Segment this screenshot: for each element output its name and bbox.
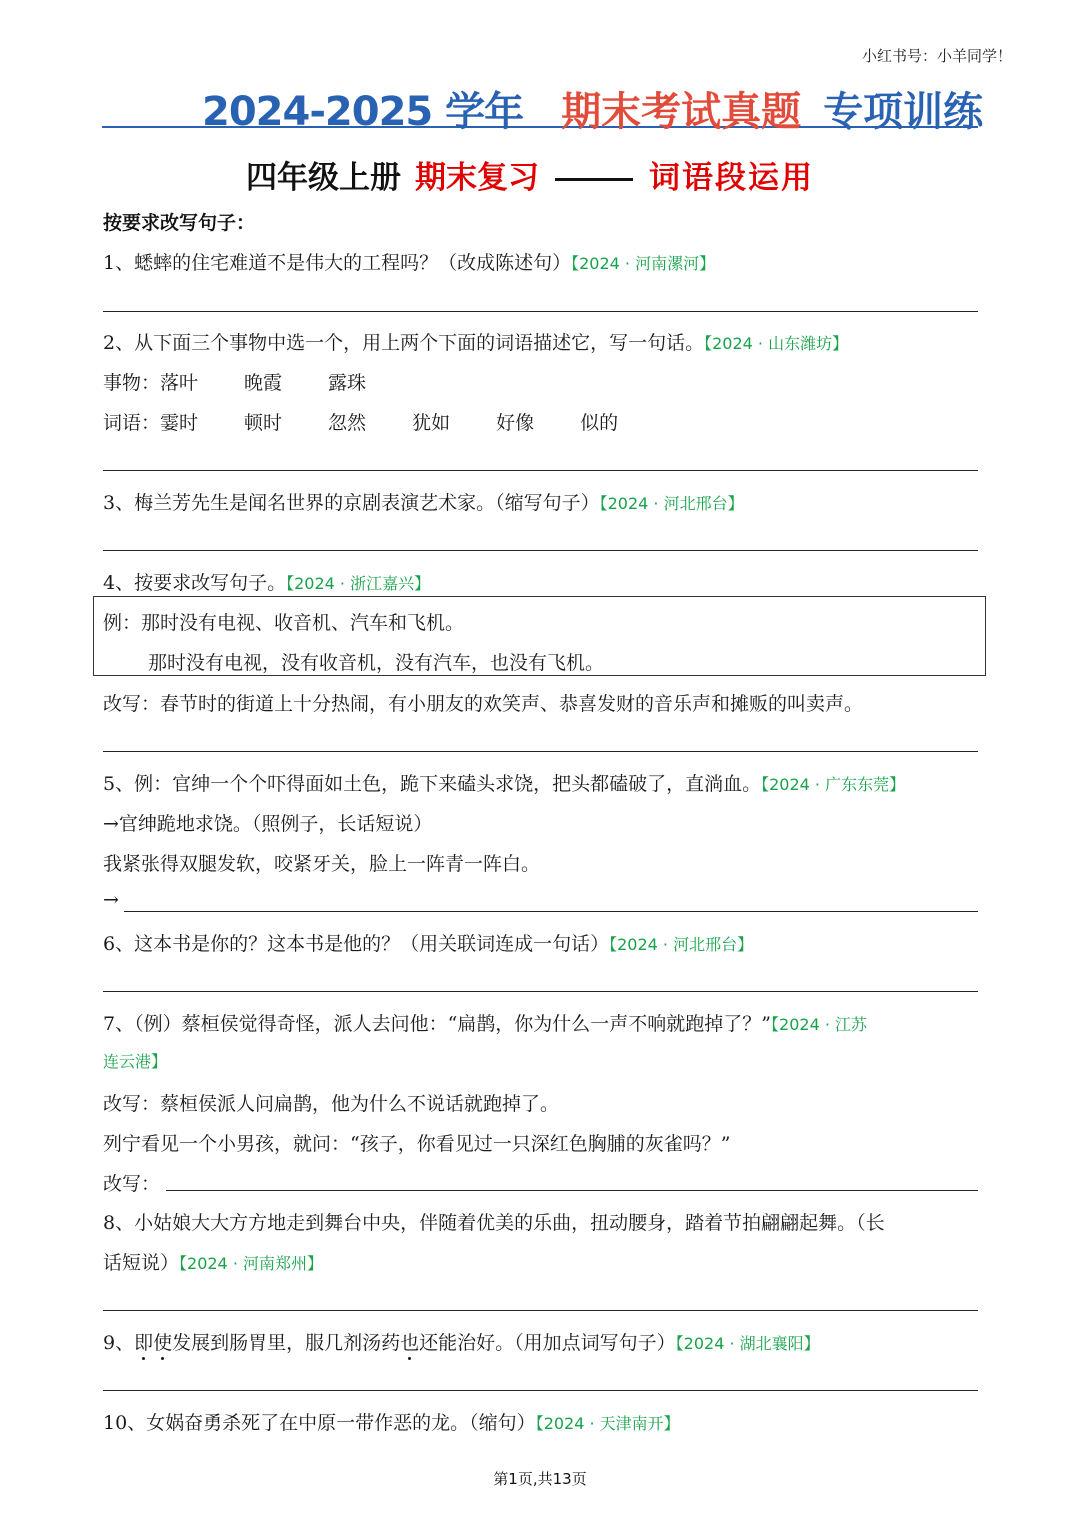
question-2-text: 2、从下面三个事物中选一个，用上两个下面的词语描述它，写一句话。: [103, 332, 705, 354]
question-2-words: [103, 408, 664, 435]
question-8-text2: 话短说）: [103, 1252, 180, 1274]
word-item: 似的: [580, 412, 619, 434]
words-label: 词语：: [103, 412, 161, 434]
question-4-rewrite: 改写：春节时的街道上十分热闹，有小朋友的欢笑声、恭喜发财的音乐声和摊贩的叫卖声。: [103, 693, 864, 715]
word-item: 顿时: [244, 412, 283, 434]
things-label: 事物：: [103, 372, 161, 394]
dotted-char: 即: [134, 1332, 154, 1354]
dotted-char: 使: [153, 1332, 173, 1354]
subtitle-grade: 四年级上册: [246, 160, 401, 196]
question-9: [103, 1328, 820, 1355]
question-10: [103, 1408, 680, 1435]
answer-line-5[interactable]: [124, 911, 978, 912]
question-5-line2: →官绅跪地求饶。（照例子，长话短说）: [103, 813, 433, 835]
question-7-rewrite-example: 改写：蔡桓侯派人问扁鹊，他为什么不说话就跑掉了。: [103, 1093, 560, 1115]
arrow-label: →: [103, 889, 119, 911]
question-2-tag: 【2024 · 山东潍坊】: [704, 334, 849, 353]
question-7-line3: 列宁看见一个小男孩，就问：“孩子，你看见过一只深红色胸脯的灰雀吗？”: [103, 1133, 731, 1155]
thing-item: 落叶: [160, 372, 199, 394]
answer-line-4[interactable]: [103, 751, 978, 752]
page-footer: 第1页,共13页: [493, 1470, 587, 1488]
answer-line-2[interactable]: [103, 470, 978, 471]
thing-item: 露珠: [328, 372, 367, 394]
question-4-tag: 【2024 · 浙江嘉兴】: [286, 574, 431, 593]
thing-item: 晚霞: [244, 372, 283, 394]
answer-line-7[interactable]: [166, 1190, 978, 1191]
section-title: 按要求改写句子：: [103, 212, 256, 234]
question-7-text: 7、（例）蔡桓侯觉得奇怪，派人去问他：“扁鹊，你为什么一声不响就跑掉了？”: [103, 1013, 772, 1035]
question-3: [103, 488, 744, 515]
question-3-tag: 【2024 · 河北邢台】: [599, 494, 744, 513]
question-7-tag: 【2024 · 江苏: [771, 1015, 868, 1034]
question-7-rewrite-label: 改写：: [103, 1173, 161, 1195]
page-subtitle: [246, 152, 814, 197]
banner-training: 专项训练: [823, 89, 984, 135]
question-5-line3: 我紧张得双腿发软，咬紧牙关，脸上一阵青一阵白。: [103, 853, 541, 875]
question-6-tag: 【2024 · 河北邢台】: [609, 935, 754, 954]
question-9-prefix: 9、: [103, 1332, 135, 1354]
banner: [102, 78, 984, 135]
question-7-tag-cont: [103, 1049, 167, 1072]
example-line-2: 那时没有电视，没有收音机，没有汽车，也没有飞机。: [148, 652, 605, 674]
question-3-text: 3、梅兰芳先生是闻名世界的京剧表演艺术家。（缩写句子）: [103, 492, 600, 514]
question-1-tag: 【2024 · 河南漯河】: [571, 254, 716, 273]
question-5-tag: 【2024 · 广东东莞】: [761, 775, 906, 794]
question-6-text: 6、这本书是你的？这本书是他的？（用关联词连成一句话）: [103, 933, 610, 955]
question-7: [103, 1009, 867, 1036]
answer-line-9[interactable]: [103, 1390, 978, 1391]
question-8: 8、小姑娘大大方方地走到舞台中央，伴随着优美的乐曲，扭动腰身，踏着节拍翩翩起舞。（长: [103, 1212, 885, 1234]
dotted-char: 也: [400, 1332, 420, 1354]
watermark: 小红书号：小羊同学！: [862, 47, 1013, 65]
question-9-tag: 【2024 · 湖北襄阳】: [675, 1334, 820, 1353]
question-6: [103, 929, 753, 956]
subtitle-topic: 词语段运用: [649, 160, 814, 196]
question-4-text: 4、按要求改写句子。: [103, 572, 287, 594]
answer-line-8[interactable]: [103, 1310, 978, 1311]
question-10-tag: 【2024 · 天津南开】: [535, 1414, 680, 1433]
word-item: 忽然: [328, 412, 367, 434]
question-1-text: 1、蟋蟀的住宅难道不是伟大的工程吗？（改成陈述句）: [103, 252, 572, 274]
question-9-suffix: 还能治好。（用加点词写句子）: [419, 1332, 676, 1354]
answer-line-6[interactable]: [103, 991, 978, 992]
question-5: [103, 769, 905, 796]
word-item: 犹如: [412, 412, 451, 434]
answer-line-3[interactable]: [103, 550, 978, 551]
question-8-tag: 【2024 · 河南郑州】: [179, 1254, 323, 1273]
subtitle-dash: [555, 178, 633, 181]
question-9-mid: 发展到肠胃里，服几剂汤药: [172, 1332, 401, 1354]
word-item: 霎时: [160, 412, 199, 434]
banner-exam: 期末考试真题: [561, 89, 802, 135]
question-7-tag-b: 连云港】: [103, 1052, 168, 1071]
word-item: 好像: [496, 412, 535, 434]
subtitle-review: 期末复习: [415, 160, 539, 196]
banner-year: 2024-2025 学年: [202, 89, 524, 135]
question-2-things: [103, 368, 412, 395]
answer-line-1[interactable]: [103, 311, 978, 312]
question-8-cont: [103, 1248, 323, 1275]
question-10-text: 10、女娲奋勇杀死了在中原一带作恶的龙。（缩句）: [103, 1412, 536, 1434]
example-line-1: 例：那时没有电视、收音机、汽车和飞机。: [103, 612, 465, 634]
question-2: [103, 328, 848, 355]
question-1: [103, 248, 715, 275]
question-4: [103, 568, 430, 595]
question-5-text: 5、例：官绅一个个吓得面如土色，跪下来磕头求饶，把头都磕破了，直淌血。: [103, 773, 762, 795]
